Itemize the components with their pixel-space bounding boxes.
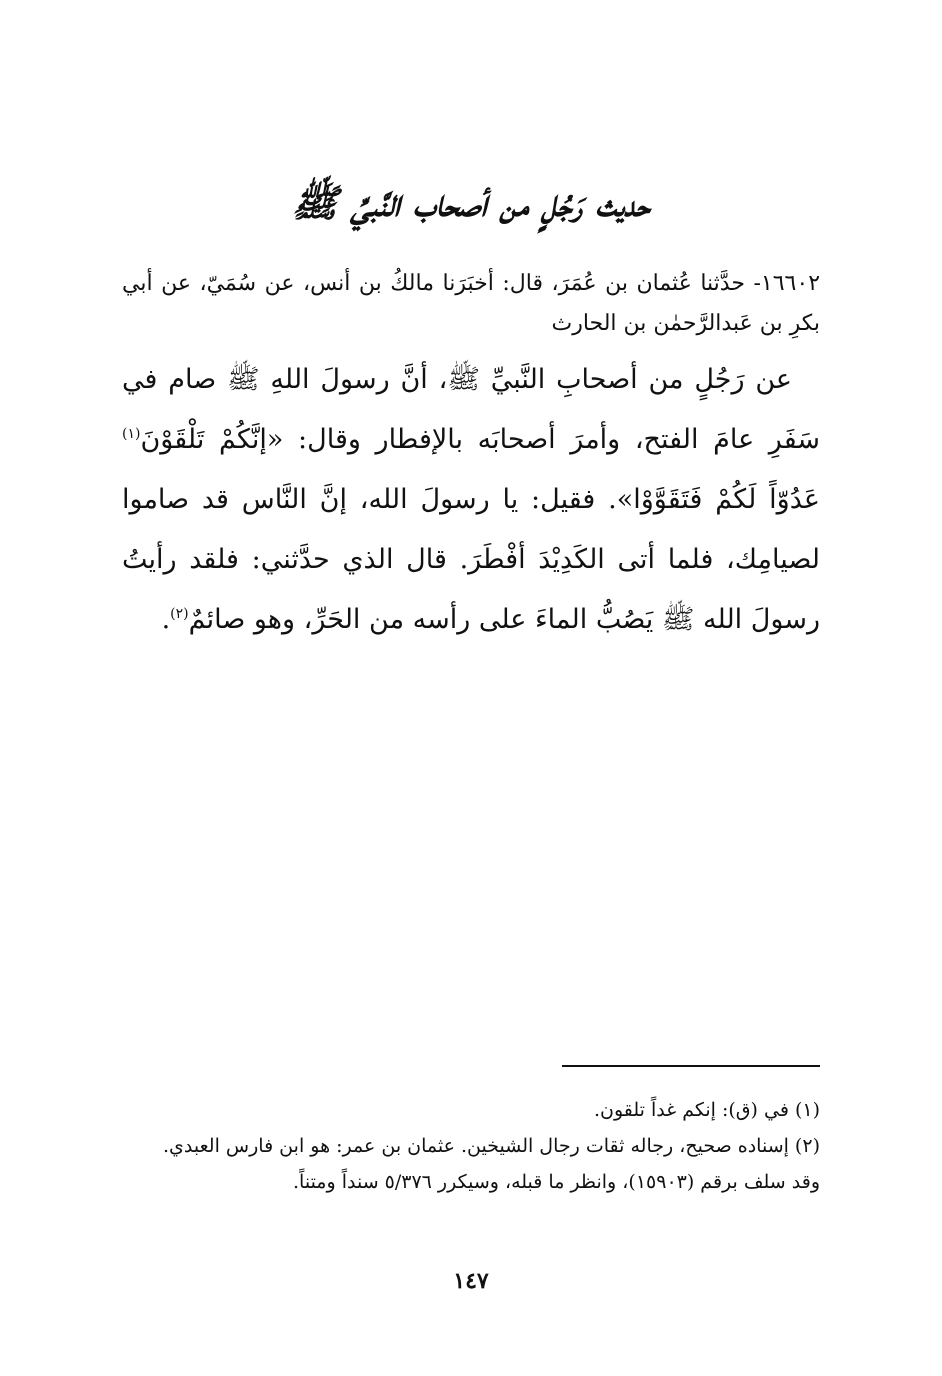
matn-text-end: . (161, 604, 171, 635)
footnote-2-continuation: وقد سلف برقم (١٥٩٠٣)، وانظر ما قبله، وسيكرر ٥/٣٧٦ سنداً ومتناً. (293, 1171, 820, 1193)
footnote-1: (١) في (ق): إنكم غداً تلقون. (593, 1099, 820, 1121)
hadith-matn (122, 350, 820, 650)
matn-text-part1: عن رَجُلٍ من أصحابِ النَّبيِّ ﷺ، أنَّ رسولَ اللهِ ﷺ صام في سَفَرِ عامَ الفتح، وأمرَ أصحابَه بالإفطار وقال: «إنَّكُمْ تَلْقَوْنَ (122, 364, 820, 455)
footnote-ref-1[interactable]: (١) (122, 426, 141, 442)
matn-text-part2: عَدُوّاً لَكُمْ فَتَقَوَّوْا». فقيل: يا رسولَ الله، إنَّ النَّاس قد صاموا لصيامِك، فلما أتى الكَدِيْدَ أفْطَرَ. قال الذي حدَّثني: فلقد رأيتُ رسولَ الله ﷺ يَصُبُّ الماءَ على رأسه من الحَرِّ، وهو صائمٌ (122, 484, 820, 635)
page-number: ١٤٧ (453, 1268, 489, 1294)
isnad-text: حدَّثنا عُثمان بن عُمَرَ، قال: أخبَرَنا مالكُ بن أنس، عن سُمَيّ، عن أبي بكرِ بن عَبدالرَّحمٰن بن الحارث (122, 271, 820, 336)
footnotes-section (122, 1092, 820, 1200)
footnote-2: (٢) إسناده صحيح، رجاله ثقات رجال الشيخين. عثمان بن عمر: هو ابن فارس العبدي. (163, 1135, 820, 1157)
footnote-ref-2[interactable]: (٢) (170, 606, 189, 622)
chapter-title: حديث رَجُلٍ من أصحاب النَّبيِّ ﷺ (291, 180, 651, 225)
hadith-number: ١٦٦٠٢- (753, 271, 821, 296)
footnote-divider (562, 1065, 820, 1067)
hadith-isnad (122, 264, 820, 344)
